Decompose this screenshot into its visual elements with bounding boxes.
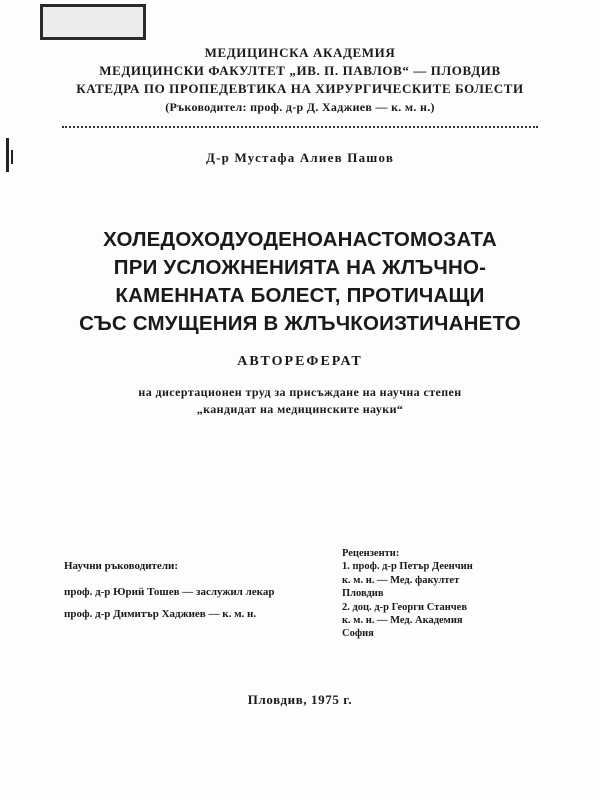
scientific-supervisors (64, 560, 324, 630)
supervisors-label: Научни ръководители: (64, 560, 178, 572)
reviewer-line: София (342, 628, 374, 640)
reviewer-line: 1. проф. д-р Петър Деенчин (342, 561, 473, 573)
abstract-heading: АВТОРЕФЕРАТ (237, 354, 363, 369)
supervisor-entry: проф. д-р Димитър Хаджиев — к. м. н. (64, 608, 257, 620)
reviewer-line: к. м. н. — Мед. факултет (342, 574, 460, 586)
reviewer-line: 2. доц. д-р Георги Станчев (342, 601, 467, 613)
title-line: СЪС СМУЩЕНИЯ В ЖЛЪЧКОИЗТИЧАНЕТО (79, 312, 521, 335)
binding-mark (11, 150, 13, 164)
dissertation-title (40, 226, 560, 338)
department-name: КАТЕДРА ПО ПРОПЕДЕВТИКА НА ХИРУРГИЧЕСКИТЕ БОЛЕСТИ (76, 81, 524, 96)
title-line: КАМЕННАТА БОЛЕСТ, ПРОТИЧАЩИ (115, 284, 485, 307)
title-line: ПРИ УСЛОЖНЕНИЯТА НА ЖЛЪЧНО- (113, 256, 487, 279)
reviewers-block (342, 547, 562, 641)
academy-name: МЕДИЦИНСКА АКАДЕМИЯ (204, 45, 396, 60)
reviewer-line: Пловдив (342, 588, 384, 600)
purpose-line: „кандидат на медицинските науки“ (196, 402, 404, 416)
faculty-name: МЕДИЦИНСКИ ФАКУЛТЕТ „ИВ. П. ПАВЛОВ“ — ПЛОВДИВ (99, 63, 501, 78)
archive-stamp (40, 4, 146, 40)
author-name: Д-р Мустафа Алиев Пашов (205, 150, 395, 165)
purpose-line: на дисертационен труд за присъждане на научна степен (138, 385, 462, 399)
degree-purpose (40, 384, 560, 418)
header-divider (62, 126, 538, 128)
binding-mark (6, 138, 9, 172)
supervisor-entry: проф. д-р Юрий Тошев — заслужил лекар (64, 586, 275, 598)
reviewers-label: Рецензенти: (342, 548, 400, 559)
title-line: ХОЛЕДОХОДУОДЕНОАНАСТОМОЗАТА (103, 228, 497, 251)
reviewer-line: к. м. н. — Мед. Академия (342, 615, 463, 627)
department-director: (Ръководител: проф. д-р Д. Хаджиев — к. м. н.) (165, 100, 435, 114)
place-and-year: Пловдив, 1975 г. (247, 692, 353, 707)
institution-header (40, 44, 560, 116)
